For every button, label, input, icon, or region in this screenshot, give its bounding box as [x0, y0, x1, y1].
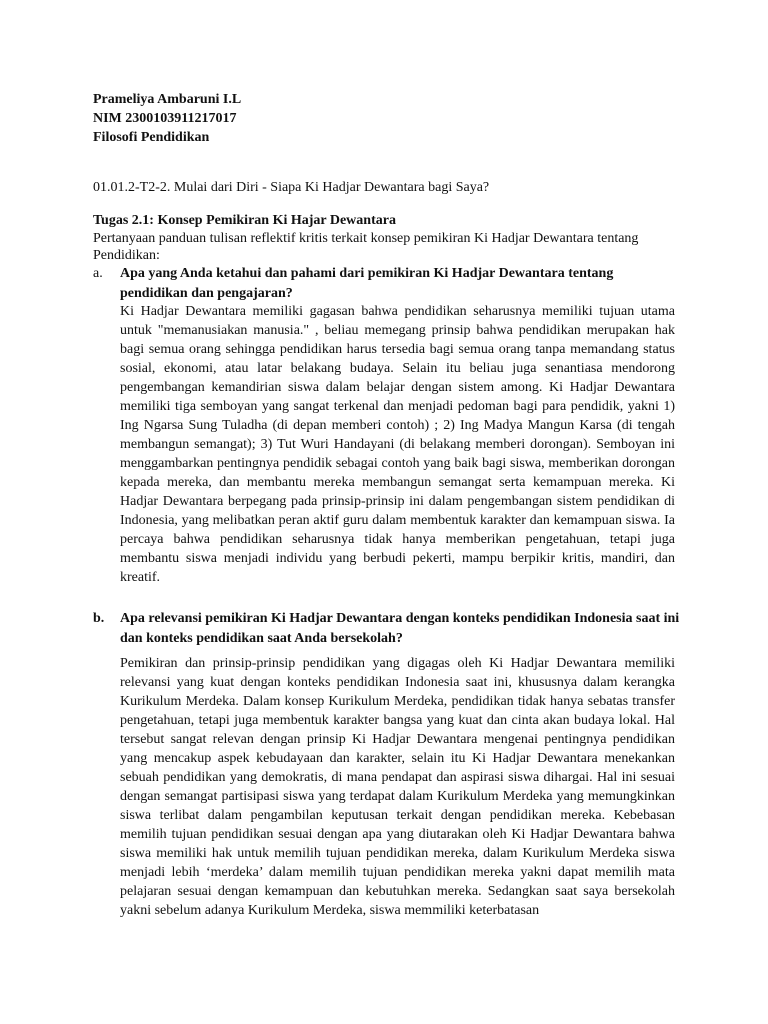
task-intro: Pertanyaan panduan tulisan reflektif kritis terkait konsep pemikiran Ki Hadjar Dewantara tentang Pendidikan:	[93, 231, 639, 263]
question-a	[93, 264, 683, 304]
subject-name: Filosofi Pendidikan	[93, 130, 210, 145]
question-a-label: a.	[93, 266, 103, 281]
author-header	[93, 90, 241, 147]
author-name: Prameliya Ambaruni I.L	[93, 92, 242, 107]
question-a-text: Apa yang Anda ketahui dan pahami dari pemikiran Ki Hadjar Dewantara tentang pendidikan dan pengajaran?	[120, 266, 614, 301]
student-id: NIM 2300103911217017	[93, 111, 237, 126]
task-section	[93, 212, 683, 264]
task-title: Tugas 2.1: Konsep Pemikiran Ki Hajar Dewantara	[93, 213, 396, 228]
question-b	[93, 609, 683, 649]
answer-b: Pemikiran dan prinsip-prinsip pendidikan yang digagas oleh Ki Hadjar Dewantara memiliki relevansi yang kuat dengan konteks pendidikan Indonesia saat ini, khususnya dalam kerangka Kurikulum Merdeka. Dalam konsep Kurikulum Merdeka, pendidikan tidak hanya sebatas transfer pengetahuan, tetapi juga membentuk karakter bangsa yang kuat dan cinta akan budaya lokal. Hal tersebut sangat relevan dengan prinsip Ki Hadjar Dewantara mengenai pentingnya pendidikan yang mencakup aspek kebudayaan dan karakter, selain itu Ki Hadjar Dewantara menekankan sebuah pendidikan yang demokratis, di mana pendapat dan aspirasi siswa dihargai. Hal ini sesuai dengan semangat partisipasi siswa yang terdapat dalam Kurikulum Merdeka yang memungkinkan siswa terlibat dalam pengambilan keputusan terkait dengan pendidikan mereka. Kebebasan memilih tujuan pendidikan sesuai dengan apa yang diutarakan oleh Ki Hadjar Dewantara bahwa siswa memiliki hak untuk memilih tujuan pendidikan mereka, dalam Kurikulum Merdeka siswa menjadi lebih ‘merdeka’ dalam memilih tujuan pendidikan mereka yakni dapat memilih mata pelajaran sesuai dengan kemampuan dan kebutuhkan mereka. Sedangkan saat saya bersekolah yakni sebelum adanya Kurikulum Merdeka, siswa memmiliki keterbatasan	[120, 656, 675, 918]
answer-a: Ki Hadjar Dewantara memiliki gagasan bahwa pendidikan seharusnya memiliki tujuan utama untuk "memanusiakan manusia." , beliau memegang prinsip bahwa pendidikan merupakan hak bagi semua orang sehingga pendidikan harus tersedia bagi semua orang tanpa memandang status sosial, ekonomi, atau latar belakang budaya. Selain itu beliau juga senantiasa mendorong pengembangan kemandirian siswa dalam belajar dengan sistem among. Ki Hadjar Dewantara memiliki tiga semboyan yang sangat terkenal dan menjadi pedoman bagi para pendidik, yakni 1) Ing Ngarsa Sung Tuladha (di depan memberi contoh) ; 2) Ing Madya Mangun Karsa (di tengah membangun semangat); 3) Tut Wuri Handayani (di belakang memberi dorongan). Semboyan ini menggambarkan pentingnya pendidik sebagai contoh yang baik bagi siswa, memberikan dorongan kepada mereka, dan membantu mereka membangun semangat serta kemampuan mereka. Ki Hadjar Dewantara berpegang pada prinsip-prinsip ini dalam pengembangan sistem pendidikan di Indonesia, yang melibatkan peran aktif guru dalam membentuk karakter dan kemampuan siswa. Ia percaya bahwa pendidikan seharusnya tidak hanya memberikan pengetahuan, tetapi juga membantu siswa menjadi individu yang berbudi pekerti, mampu berpikir kritis, mandiri, dan kreatif.	[120, 304, 675, 585]
course-module-line: 01.01.2-T2-2. Mulai dari Diri - Siapa Ki Hadjar Dewantara bagi Saya?	[93, 180, 490, 195]
question-b-label: b.	[93, 611, 105, 626]
question-b-text: Apa relevansi pemikiran Ki Hadjar Dewantara dengan konteks pendidikan Indonesia saat ini dan konteks pendidikan saat Anda bersekolah?	[120, 611, 680, 646]
